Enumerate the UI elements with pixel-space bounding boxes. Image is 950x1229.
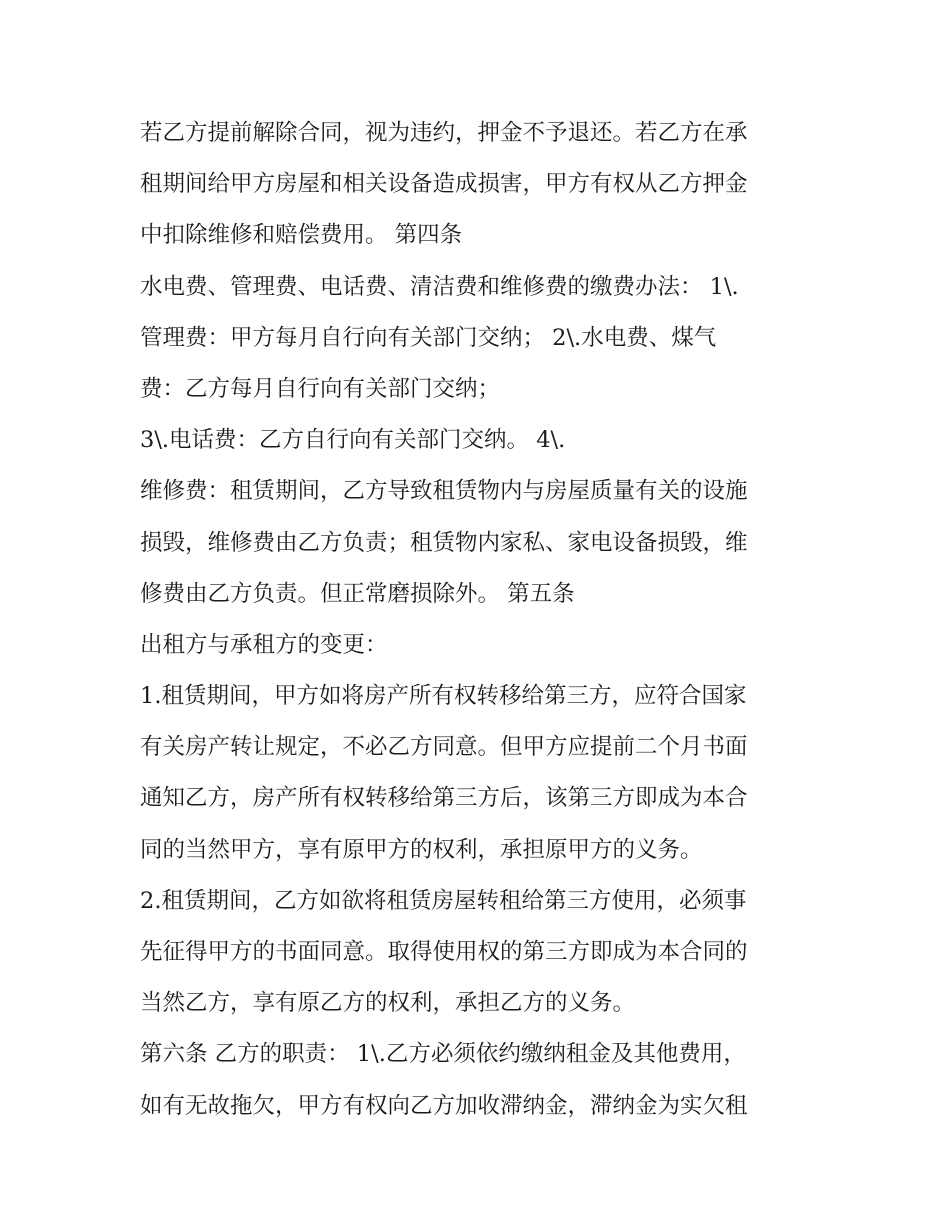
text-line: 中扣除维修和赔偿费用。 第四条: [140, 222, 463, 249]
document-body: [140, 108, 820, 1132]
text-line: 1.租赁期间，甲方如将房产所有权转移给第三方，应符合国家: [140, 683, 747, 710]
text-line: 第六条 乙方的职责： 1\.乙方必须依约缴纳租金及其他费用，: [140, 1041, 746, 1068]
text-line: 损毁，维修费由乙方负责；租赁物内家私、家电设备损毁，维: [140, 529, 748, 556]
text-line: 修费由乙方负责。但正常磨损除外。 第五条: [140, 580, 575, 607]
text-line: 水电费、管理费、电话费、清洁费和维修费的缴费办法： 1\.: [140, 273, 739, 300]
text-line: 费：乙方每月自行向有关部门交纳；: [140, 375, 501, 402]
text-line: 2.租赁期间，乙方如欲将租赁房屋转租给第三方使用，必须事: [140, 887, 747, 914]
text-line: 出租方与承租方的变更：: [140, 631, 388, 658]
text-line: 维修费：租赁期间，乙方导致租赁物内与房屋质量有关的设施: [140, 478, 748, 505]
text-line: 若乙方提前解除合同，视为违约，押金不予退还。若乙方在承: [140, 120, 748, 146]
text-line: 先征得甲方的书面同意。取得使用权的第三方即成为本合同的: [140, 939, 748, 965]
text-line: 当然乙方，享有原乙方的权利，承担乙方的义务。: [140, 990, 636, 1017]
text-line: 如有无故拖欠，甲方有权向乙方加收滞纳金，滞纳金为实欠租: [140, 1092, 748, 1119]
text-line: 3\.电话费：乙方自行向有关部门交纳。 4\.: [140, 427, 566, 454]
text-line: 管理费：甲方每月自行向有关部门交纳； 2\.水电费、煤气: [140, 324, 717, 351]
text-line: 租期间给甲方房屋和相关设备造成损害，甲方有权从乙方押金: [140, 171, 748, 198]
text-line: 同的当然甲方，享有原甲方的权利，承担原甲方的义务。: [140, 836, 703, 863]
text-line: 通知乙方，房产所有权转移给第三方后，该第三方即成为本合: [140, 785, 748, 812]
text-line: 有关房产转让规定，不必乙方同意。但甲方应提前二个月书面: [140, 734, 748, 761]
